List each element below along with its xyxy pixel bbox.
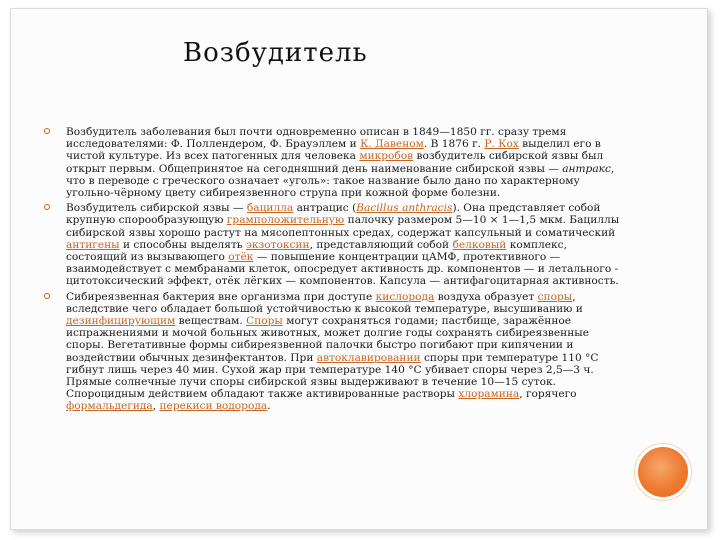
bullet-marker-icon xyxy=(44,204,50,210)
bullet-text xyxy=(66,202,619,287)
paragraph-text: . В 1876 г. xyxy=(423,138,485,151)
wiki-link[interactable]: грамположительную xyxy=(226,214,345,227)
paragraph-text: — повышение концентрации цАМФ, протективного — взаимодействует с мембранами клеток, опосредует активность др. компонентов — и летального - цитотоксический эффект, отёк лёгких — компонентов. Капсула — антифагоцитарная активность. xyxy=(66,251,619,288)
wiki-link[interactable]: микробов xyxy=(359,150,414,163)
paragraph-text: ). Она представляет собой крупную спорообразующую xyxy=(66,202,601,227)
paragraph-text: палочку размером 5—10 × 1—1,5 мкм. Бациллы сибирской язвы хорошо растут на мясопептонных средах, содержат капсульный и соматический xyxy=(66,214,620,239)
wiki-link[interactable]: дезинфицирующим xyxy=(66,315,176,328)
paragraph-text: антракс xyxy=(562,162,611,175)
wiki-link[interactable]: кислорода xyxy=(375,290,435,303)
bullet-2 xyxy=(40,202,630,287)
wiki-link[interactable]: бацилла xyxy=(246,202,294,215)
bullet-marker-icon xyxy=(44,293,50,299)
paragraph-text: , xyxy=(152,400,160,413)
paragraph-text: . xyxy=(267,400,271,413)
paragraph-text: могут сохраняться годами; пастбище, заражённое испражнениями и мочой больных животных, может долгие годы сохранять сибиреязвенные споры. Вегетативные формы сибиреязвенной палочки быстро погибают при кипячении и воздействии обычных дезинфектантов. При xyxy=(66,315,589,364)
wiki-link[interactable]: антигены xyxy=(66,238,120,251)
wiki-link[interactable]: белковый xyxy=(452,238,507,251)
wiki-link[interactable]: отёк xyxy=(228,251,254,264)
wiki-link[interactable]: формальдегида xyxy=(66,400,153,413)
slide-title: Возбудитель xyxy=(183,38,368,68)
wiki-link[interactable]: К. Давеном xyxy=(360,138,424,151)
paragraph-text: возбудитель сибирской язвы был открыт первым. Общепринятое на сегодняшний день наименование сибирской язвы — xyxy=(66,150,604,175)
paragraph-text: и способны выделять xyxy=(119,238,246,251)
wiki-link[interactable]: Споры xyxy=(246,315,283,328)
wiki-link[interactable]: споры xyxy=(537,290,573,303)
bullet-text xyxy=(66,126,614,199)
paragraph-text: Сибиреязвенная бактерия вне организма при доступе xyxy=(66,290,376,303)
paragraph-text: выделил его в чистой культуре. Из всех патогенных для человека xyxy=(66,138,601,163)
wiki-link[interactable]: Р. Кох xyxy=(484,138,519,151)
bullet-3 xyxy=(40,291,630,413)
bullet-1 xyxy=(40,126,630,199)
paragraph-text: антрацис ( xyxy=(293,202,357,215)
wiki-link[interactable]: автоклавировании xyxy=(316,351,421,364)
paragraph-text: , вследствие чего обладает большой устойчивостью к высокой температуре, высушиванию и xyxy=(66,290,583,315)
paragraph-text: комплекс, состоящий из вызывающего xyxy=(66,238,567,264)
slide-body xyxy=(40,126,630,416)
paragraph-text: , горячего xyxy=(519,388,577,401)
paragraph-text: Возбудитель заболевания был почти одновременно описан в 1849—1850 гг. сразу тремя исследователями: Ф. Поллендером, Ф. Брауэллем и xyxy=(66,126,567,151)
wiki-link[interactable]: Bacillus anthracis xyxy=(356,202,453,215)
paragraph-text: веществам. xyxy=(175,315,247,328)
bullet-text xyxy=(66,291,598,413)
paragraph-text: Возбудитель сибирской язвы — xyxy=(66,202,247,215)
paragraph-text: воздуха образует xyxy=(434,290,538,303)
wiki-link[interactable]: перекиси водорода xyxy=(159,400,268,413)
wiki-link[interactable]: хлорамина xyxy=(458,388,520,401)
wiki-link[interactable]: экзотоксин xyxy=(245,238,310,251)
decorative-circle-icon xyxy=(638,447,688,497)
paragraph-text: споры при температуре 110 °C гибнут лишь через 40 мин. Сухой жар при температуре 140 °C убивает споры через 2,5—3 ч. Прямые солнечные лучи споры сибирской язвы выдерживают в течение 10—15 суток. Спороцидным действием обладают также активированные растворы xyxy=(66,351,599,401)
bullet-marker-icon xyxy=(44,128,50,134)
paragraph-text: , что в переводе с греческого означает «уголь»: такое название было дано по характерному угольно-чёрному цвету сибиреязвенного струпа при кожной форме болезни. xyxy=(66,162,615,200)
paragraph-text: , представляющий собой xyxy=(309,238,453,251)
